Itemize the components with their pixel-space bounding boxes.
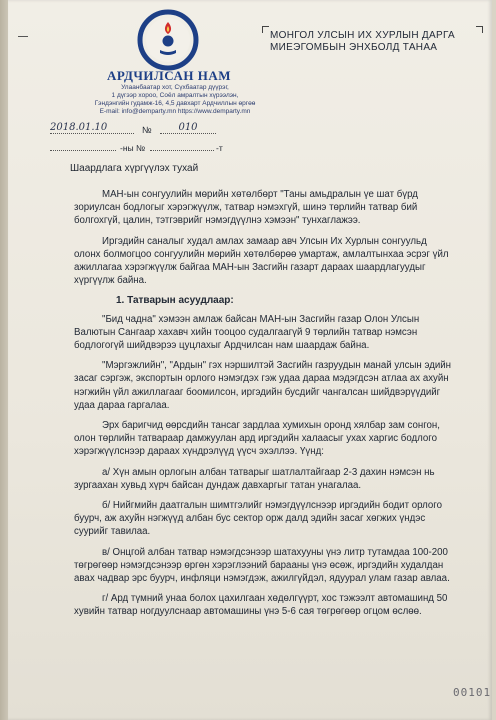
text-line: төгрөгөөр нэмэгдсэнээр өргөн хэрэглээний барааны үнэ өсөж, иргэдийн худалдан [74, 559, 444, 571]
paragraph [74, 235, 480, 288]
text-line: зориулсан бодлогыг хэрэгжүүлж, татвар нэмэхгүй, шинэ төрлийн татвар бий [74, 202, 418, 214]
text-line: удаа дараа гаргалаа. [74, 399, 170, 411]
letter-body [74, 188, 480, 626]
letter-subject: Шаардлага хүргүүлэх тухай [70, 163, 199, 174]
party-logo [136, 8, 200, 72]
handwritten-letter-number: 010 [160, 122, 216, 134]
text-line: олон төрлийн татвараар дамжуулан ард иргэдийн халаасыг ухах харгис бодлого [74, 433, 437, 445]
text-line: засаг сэргэж, экспортын орлого нэмэгдэх гэж удаа дараа мэдэгдсэн атлаа ах ахуйн [74, 373, 449, 385]
text-line: Эрх баригчид өөрсдийн тансаг зардлаа хумихын оронд хялбар зам сонгон, [102, 420, 440, 432]
reference-suffix: -т [216, 143, 223, 153]
text-line: бодлогогүй шийдвэрээ цуцлахыг Ардчилсан нам шаардаж байна. [74, 340, 370, 352]
recipient-block [270, 30, 496, 54]
list-item [74, 466, 480, 492]
paragraph [74, 419, 480, 459]
letter-date-row [50, 124, 280, 140]
number-label: № [142, 125, 152, 135]
paragraph [74, 313, 480, 353]
text-line: МАН-ын сонгуулийн мөрийн хөтөлбөрт "Таны амьдралын үе шат бүрд [102, 189, 418, 200]
text-line: Иргэдийн саналыг худал амлах замаар авч Улсын Их Хурлын сонгуульд [102, 235, 427, 247]
margin-mark [18, 36, 28, 37]
text-line: хувийн татвар ногдуулснаар автомашины үнэ 5-6 сая төгрөгөөр огцом өслөө. [74, 606, 422, 618]
text-line: буурч, аж ахуйн нэгжүүд албан бус сектор орж далд эдийн засаг хөгжих үндэс [74, 513, 426, 525]
recipient-line: МИЕЭГОМБЫН ЭНХБОЛД ТАНАА [270, 42, 438, 53]
section-heading: 1. Татварын асуудлаар: [116, 295, 234, 307]
reference-row [50, 142, 280, 156]
text-line: хэрэгжүүлснээр дараах хүндрэлүүд үүсч эхэллээ. Үүнд: [74, 446, 324, 458]
page-number-stamp: 00101 [453, 686, 492, 699]
address-line: Гэндэнгийн гудамж-16, 4,5 давхарт Ардчиллын өргөө [94, 100, 256, 107]
text-line: хүргүүлж байна. [74, 275, 147, 287]
document-page [8, 0, 492, 720]
text-line: болгохгүй, цалин, тэтгэврийг нэмэгдүүлнэ хэмээн" тунхаглажээ. [74, 215, 361, 227]
address-line: Улаанбаатар хот, Сүхбаатар дүүрэг, [121, 84, 229, 91]
text-line: а/ Хүн амын орлогын албан татварыг шатлалтайгаар 2-3 дахин нэмсэн нь [102, 466, 435, 478]
list-item [74, 499, 480, 539]
paragraph [74, 359, 480, 412]
text-line: "Бид чадна" хэмээн амлаж байсан МАН-ын Засгийн газар Олон Улсын [102, 313, 420, 325]
text-line: в/ Онцгой албан татвар нэмэгдсэнээр шатахууны үнэ литр тутамдаа 100-200 [102, 546, 448, 558]
text-line: Валютын Сангаар хахавч хийн тооцоо судалгаагүй 9 төрлийн татвар нэмсэн [74, 326, 418, 338]
blank-field [50, 150, 116, 151]
recipient-corner-mark [262, 26, 269, 33]
text-line: б/ Нийгмийн даатгалын шимтгэлийг нэмэгдүүлснээр иргэдийн бодит орлого [102, 500, 443, 512]
list-item [74, 592, 480, 618]
text-line: суурийг тавилаа. [74, 526, 151, 538]
party-emblem-icon [136, 8, 200, 72]
text-line: г/ Ард түмний унаа болох цахилгаан хөдөлгүүрт, хос тэжээлт автомашинд 50 [102, 593, 448, 605]
handwritten-date: 2018.01.10 [50, 122, 134, 134]
paragraph [74, 188, 480, 228]
list-item [74, 546, 480, 586]
text-line: олонх болмогцоо сонгуулийн мөрийн хөтөлбөрөө умартаж, амлалтынхаа эсрэг үйл [74, 248, 449, 260]
blank-field [150, 150, 214, 151]
text-line: авах чадвар эрс буурч, инфляци нэмэгдэж, ажилгүйдэл, ядуурал улам газар авлаа. [74, 573, 450, 585]
text-line: нэгжийн үйл ажиллагааг боомилсон, иргэдийн бусдийг чангалсан шийдвэрүүдийг [74, 386, 441, 398]
organization-address [70, 84, 280, 116]
text-line: зургаахан хувьд хүрч байсан дундаж давхаргыг татан унагалаа. [74, 479, 362, 491]
contact-line: E-mail: info@demparty.mn https://www.demparty.mn [99, 108, 251, 115]
address-line: 1 дүгээр хороо, Соёл амралтын хүрээлэн, [111, 92, 239, 99]
reference-label: -ны № [120, 143, 146, 153]
text-line: ажиллагаа хэрэгжүүлж байгаа МАН-ын Засгийн газарт дараах шаардлагуудыг [74, 262, 426, 274]
organization-name: АРДЧИЛСАН НАМ [107, 68, 231, 83]
text-line: "Мэргэжлийн", "Ардын" гэх нэршилтэй Засгийн газруудын манай улсын эдийн [102, 360, 452, 372]
recipient-line: МОНГОЛ УЛСЫН ИХ ХУРЛЫН ДАРГА [270, 30, 455, 41]
